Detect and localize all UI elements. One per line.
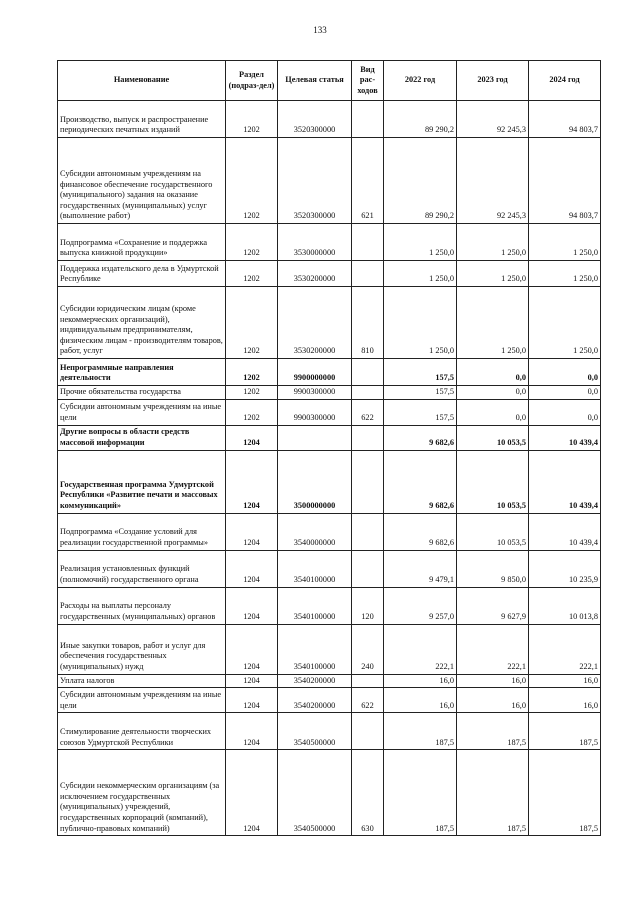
row-section: 1202 (226, 359, 278, 386)
row-name: Поддержка издательского дела в Удмуртской Республике (58, 261, 226, 287)
row-value-2022: 9 479,1 (384, 550, 457, 587)
row-value-2022: 9 682,6 (384, 450, 457, 513)
row-target: 3540100000 (278, 587, 352, 624)
header-target: Целевая статья (278, 61, 352, 101)
row-section: 1202 (226, 386, 278, 400)
row-value-2022: 187,5 (384, 713, 457, 750)
row-name: Иные закупки товаров, работ и услуг для обеспечения государственных (муниципальных) нужд (58, 624, 226, 674)
row-section: 1204 (226, 674, 278, 688)
row-value-2023: 10 053,5 (457, 513, 529, 550)
row-value-2023: 16,0 (457, 688, 529, 713)
row-section: 1204 (226, 450, 278, 513)
row-name: Другие вопросы в области средств массовой информации (58, 425, 226, 450)
table-row (58, 399, 601, 425)
header-2023: 2023 год (457, 61, 529, 101)
row-type (352, 261, 384, 287)
row-value-2023: 1 250,0 (457, 224, 529, 261)
row-value-2023: 92 245,3 (457, 101, 529, 138)
row-name: Субсидии автономным учреждениям на финансовое обеспечение государственного (муниципального) задания на оказание государственных (муниципальных) услуг (выполнение работ) (58, 138, 226, 224)
table-row (58, 261, 601, 287)
table-row (58, 101, 601, 138)
row-name: Подпрограмма «Создание условий для реализации государственной программы» (58, 513, 226, 550)
row-value-2023: 16,0 (457, 674, 529, 688)
table-row (58, 450, 601, 513)
row-value-2023: 0,0 (457, 386, 529, 400)
row-target: 3520300000 (278, 138, 352, 224)
row-section: 1204 (226, 513, 278, 550)
row-section: 1204 (226, 688, 278, 713)
row-value-2022: 89 290,2 (384, 138, 457, 224)
row-type (352, 101, 384, 138)
row-name: Прочие обязательства государства (58, 386, 226, 400)
row-value-2024: 1 250,0 (529, 224, 601, 261)
row-target: 3520300000 (278, 101, 352, 138)
row-value-2023: 187,5 (457, 750, 529, 836)
row-value-2022: 9 257,0 (384, 587, 457, 624)
table-row (58, 688, 601, 713)
row-value-2023: 0,0 (457, 399, 529, 425)
header-name: Наименование (58, 61, 226, 101)
row-value-2024: 10 013,8 (529, 587, 601, 624)
page-number: 133 (313, 25, 327, 35)
row-value-2024: 0,0 (529, 399, 601, 425)
row-type (352, 513, 384, 550)
row-name: Субсидии некоммерческим организациям (за исключением государственных (муниципальных) учреждений, государственных корпораций (компаний), публично-правовых компаний) (58, 750, 226, 836)
row-value-2023: 92 245,3 (457, 138, 529, 224)
row-value-2024: 10 439,4 (529, 450, 601, 513)
row-type (352, 359, 384, 386)
row-name: Подпрограмма «Сохранение и поддержка выпуска книжной продукции» (58, 224, 226, 261)
row-type: 120 (352, 587, 384, 624)
table-row (58, 674, 601, 688)
row-value-2022: 9 682,6 (384, 425, 457, 450)
row-type (352, 386, 384, 400)
row-name: Субсидии юридическим лицам (кроме некоммерческих организаций), индивидуальным предпринимателям, физическим лицам - производителям товаров, работ, услуг (58, 287, 226, 359)
row-type (352, 674, 384, 688)
row-target: 3540000000 (278, 513, 352, 550)
row-target: 9900000000 (278, 359, 352, 386)
row-name: Непрограммные направления деятельности (58, 359, 226, 386)
row-value-2022: 157,5 (384, 386, 457, 400)
row-target: 3530200000 (278, 261, 352, 287)
row-value-2024: 10 439,4 (529, 513, 601, 550)
table-row (58, 359, 601, 386)
row-target: 3540100000 (278, 624, 352, 674)
row-section: 1202 (226, 101, 278, 138)
row-value-2023: 222,1 (457, 624, 529, 674)
row-value-2023: 10 053,5 (457, 450, 529, 513)
row-section: 1204 (226, 587, 278, 624)
row-target: 3540500000 (278, 750, 352, 836)
row-name: Субсидии автономным учреждениям на иные цели (58, 688, 226, 713)
table-header-row (58, 61, 601, 101)
row-section: 1202 (226, 261, 278, 287)
row-value-2022: 157,5 (384, 359, 457, 386)
row-name: Производство, выпуск и распространение периодических печатных изданий (58, 101, 226, 138)
table-row (58, 224, 601, 261)
header-2022: 2022 год (384, 61, 457, 101)
row-name: Стимулирование деятельности творческих союзов Удмуртской Республики (58, 713, 226, 750)
table-row (58, 750, 601, 836)
row-target: 3530000000 (278, 224, 352, 261)
row-section: 1204 (226, 624, 278, 674)
row-name: Расходы на выплаты персоналу государственных (муниципальных) органов (58, 587, 226, 624)
row-target: 3540200000 (278, 688, 352, 713)
row-section: 1202 (226, 224, 278, 261)
table-row (58, 386, 601, 400)
row-name: Субсидии автономным учреждениям на иные цели (58, 399, 226, 425)
row-target: 3500000000 (278, 450, 352, 513)
budget-table (57, 60, 601, 836)
row-value-2022: 157,5 (384, 399, 457, 425)
row-name: Реализация установленных функций (полномочий) государственного органа (58, 550, 226, 587)
row-value-2024: 94 803,7 (529, 101, 601, 138)
row-value-2024: 1 250,0 (529, 287, 601, 359)
row-value-2023: 187,5 (457, 713, 529, 750)
row-target: 3540200000 (278, 674, 352, 688)
table-row (58, 587, 601, 624)
row-value-2024: 16,0 (529, 674, 601, 688)
row-value-2022: 1 250,0 (384, 261, 457, 287)
row-value-2024: 10 439,4 (529, 425, 601, 450)
row-value-2022: 187,5 (384, 750, 457, 836)
row-value-2024: 0,0 (529, 386, 601, 400)
table-row (58, 287, 601, 359)
row-target: 3540100000 (278, 550, 352, 587)
row-value-2023: 1 250,0 (457, 261, 529, 287)
row-value-2024: 94 803,7 (529, 138, 601, 224)
row-value-2022: 9 682,6 (384, 513, 457, 550)
row-target: 9900300000 (278, 399, 352, 425)
row-type: 810 (352, 287, 384, 359)
row-target: 3530200000 (278, 287, 352, 359)
row-section: 1204 (226, 550, 278, 587)
table-row (58, 550, 601, 587)
row-section: 1204 (226, 425, 278, 450)
row-target: 9900300000 (278, 386, 352, 400)
row-value-2023: 10 053,5 (457, 425, 529, 450)
row-value-2024: 187,5 (529, 713, 601, 750)
row-type: 622 (352, 688, 384, 713)
row-value-2024: 222,1 (529, 624, 601, 674)
row-value-2023: 9 627,9 (457, 587, 529, 624)
row-type (352, 550, 384, 587)
row-type: 240 (352, 624, 384, 674)
row-section: 1204 (226, 750, 278, 836)
row-name: Уплата налогов (58, 674, 226, 688)
row-value-2022: 89 290,2 (384, 101, 457, 138)
row-value-2022: 1 250,0 (384, 224, 457, 261)
row-value-2022: 1 250,0 (384, 287, 457, 359)
row-type (352, 450, 384, 513)
table-row (58, 513, 601, 550)
table-row (58, 425, 601, 450)
row-value-2024: 187,5 (529, 750, 601, 836)
header-2024: 2024 год (529, 61, 601, 101)
row-type: 630 (352, 750, 384, 836)
row-section: 1202 (226, 399, 278, 425)
table-row (58, 624, 601, 674)
row-value-2022: 16,0 (384, 674, 457, 688)
row-name: Государственная программа Удмуртской Республики «Развитие печати и массовых коммуникаций» (58, 450, 226, 513)
row-value-2022: 16,0 (384, 688, 457, 713)
row-type: 621 (352, 138, 384, 224)
header-section: Раздел (подраз-дел) (226, 61, 278, 101)
row-value-2024: 0,0 (529, 359, 601, 386)
table-row (58, 713, 601, 750)
row-value-2024: 10 235,9 (529, 550, 601, 587)
row-value-2023: 9 850,0 (457, 550, 529, 587)
row-value-2024: 16,0 (529, 688, 601, 713)
row-value-2023: 1 250,0 (457, 287, 529, 359)
row-target (278, 425, 352, 450)
row-type (352, 224, 384, 261)
row-section: 1204 (226, 713, 278, 750)
row-value-2022: 222,1 (384, 624, 457, 674)
row-type: 622 (352, 399, 384, 425)
row-type (352, 425, 384, 450)
row-section: 1202 (226, 138, 278, 224)
row-section: 1202 (226, 287, 278, 359)
row-type (352, 713, 384, 750)
header-type: Вид рас-ходов (352, 61, 384, 101)
row-target: 3540500000 (278, 713, 352, 750)
row-value-2023: 0,0 (457, 359, 529, 386)
table-row (58, 138, 601, 224)
row-value-2024: 1 250,0 (529, 261, 601, 287)
